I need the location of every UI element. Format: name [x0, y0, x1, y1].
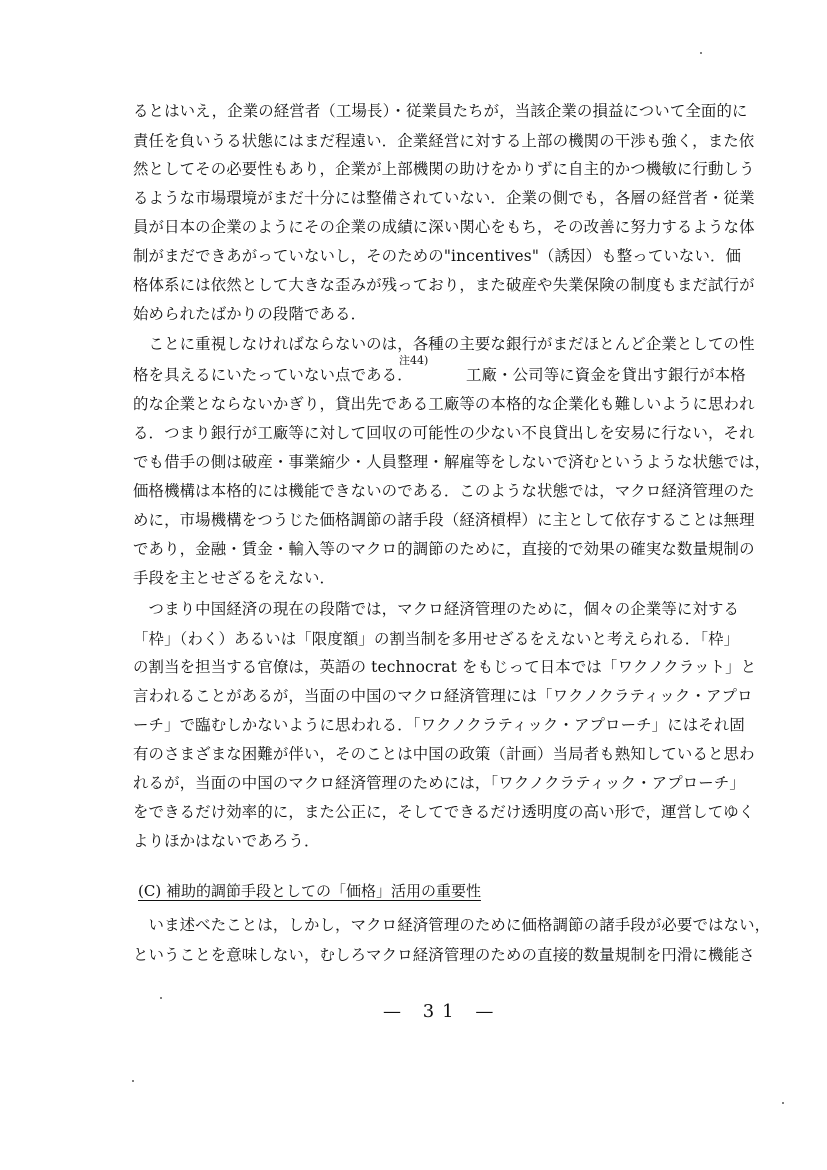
body-line: いま述べたことは，しかし，マクロ経済管理のために価格調節の諸手段が必要ではない，	[133, 916, 771, 934]
body-line: でも借手の側は破産・事業縮少・人員整理・解雇等をしないで済むというような状態では，	[133, 453, 771, 471]
body-line: ーチ」で臨むしかないように思われる．「ワクノクラティック・アプローチ」にはそれ固	[133, 716, 745, 734]
body-line: であり，金融・賃金・輸入等のマクロ的調節のために，直接的で効果の確実な数量規制の	[133, 540, 755, 558]
body-line: 格体系には依然として大きな歪みが残っており，また破産や失業保険の制度もまだ試行が	[133, 276, 755, 294]
body-line: る．つまり銀行が工廠等に対して回収の可能性の少ない不良貸出しを安易に行ない，それ	[133, 424, 755, 442]
body-line: 責任を負いうる状態にはまだ程遠い．企業経営に対する上部の機関の干渉も強く，また依	[133, 132, 755, 150]
body-line: をできるだけ効率的に，また公正に，そしてできるだけ透明度の高い形で，運営してゆく	[133, 803, 755, 821]
section-heading: (C) 補助的調節手段としての「価格」活用の重要性	[138, 882, 481, 900]
body-line: 然としてその必要性もあり，企業が上部機関の助けをかりずに自主的かつ機敏に行動しう	[133, 160, 755, 178]
body-line: 有のさまざまな困難が伴い，そのことは中国の政策（計画）当局者も熟知していると思わ	[133, 745, 755, 763]
body-line: 「枠」（わく）あるいは「限度額」の割当制を多用せざるをえないと考えられる．「枠」	[133, 630, 740, 648]
body-line: るとはいえ，企業の経営者（工場長）・従業員たちが，当該企業の損益について全面的に	[133, 102, 748, 120]
body-line: るような市場環境がまだ十分には整備されていない．企業の側でも，各層の経営者・従業	[133, 189, 755, 207]
body-line: めに，市場機構をつうじた価格調節の諸手段（経済槓桿）に主として依存することは無理	[133, 511, 755, 529]
body-line: 始められたばかりの段階である．	[133, 305, 367, 323]
body-line: 的な企業とならないかぎり，貸出先である工廠等の本格的な企業化も難しいように思われ	[133, 395, 755, 413]
scan-speck	[160, 997, 162, 999]
body-line: ことに重視しなければならないのは，各種の主要な銀行がまだほとんど企業としての性	[133, 335, 755, 353]
body-line: 手段を主とせざるをえない．	[133, 569, 336, 587]
scan-speck	[132, 1080, 134, 1082]
body-line: 制がまだできあがっていないし，そのための"incentives"（誘因）も整っていない．価	[133, 247, 742, 265]
scan-speck	[700, 52, 702, 54]
body-line: よりほかはないであろう．	[133, 832, 320, 850]
body-line: 格を具えるにいたっていない点である．	[133, 366, 413, 384]
footnote-reference: 注44)	[399, 354, 429, 367]
body-line: の割当を担当する官僚は，英語の technocrat をもじって日本では「ワクノクラット」と	[133, 658, 757, 676]
body-line: 員が日本の企業のようにその企業の成績に深い関心をもち，その改善に努力するような体	[133, 218, 755, 236]
page-number: — 31 —	[383, 1001, 502, 1022]
body-line: つまり中国経済の現在の段階では，マクロ経済管理のために，個々の企業等に対する	[133, 600, 740, 618]
scan-speck	[782, 1102, 784, 1104]
body-line: 言われることがあるが，当面の中国のマクロ経済管理には「ワクノクラティック・アプロ	[133, 687, 753, 705]
body-line: ということを意味しない，むしろマクロ経済管理のための直接的数量規制を円滑に機能さ	[133, 946, 755, 964]
body-line-continuation: 工廠・公司等に資金を貸出す銀行が本格	[466, 366, 746, 384]
body-line: れるが，当面の中国のマクロ経済管理のためには，「ワクノクラティック・アプローチ」	[133, 774, 745, 792]
body-line: 価格機構は本格的には機能できないのである．このような状態では，マクロ経済管理のた	[133, 482, 755, 500]
